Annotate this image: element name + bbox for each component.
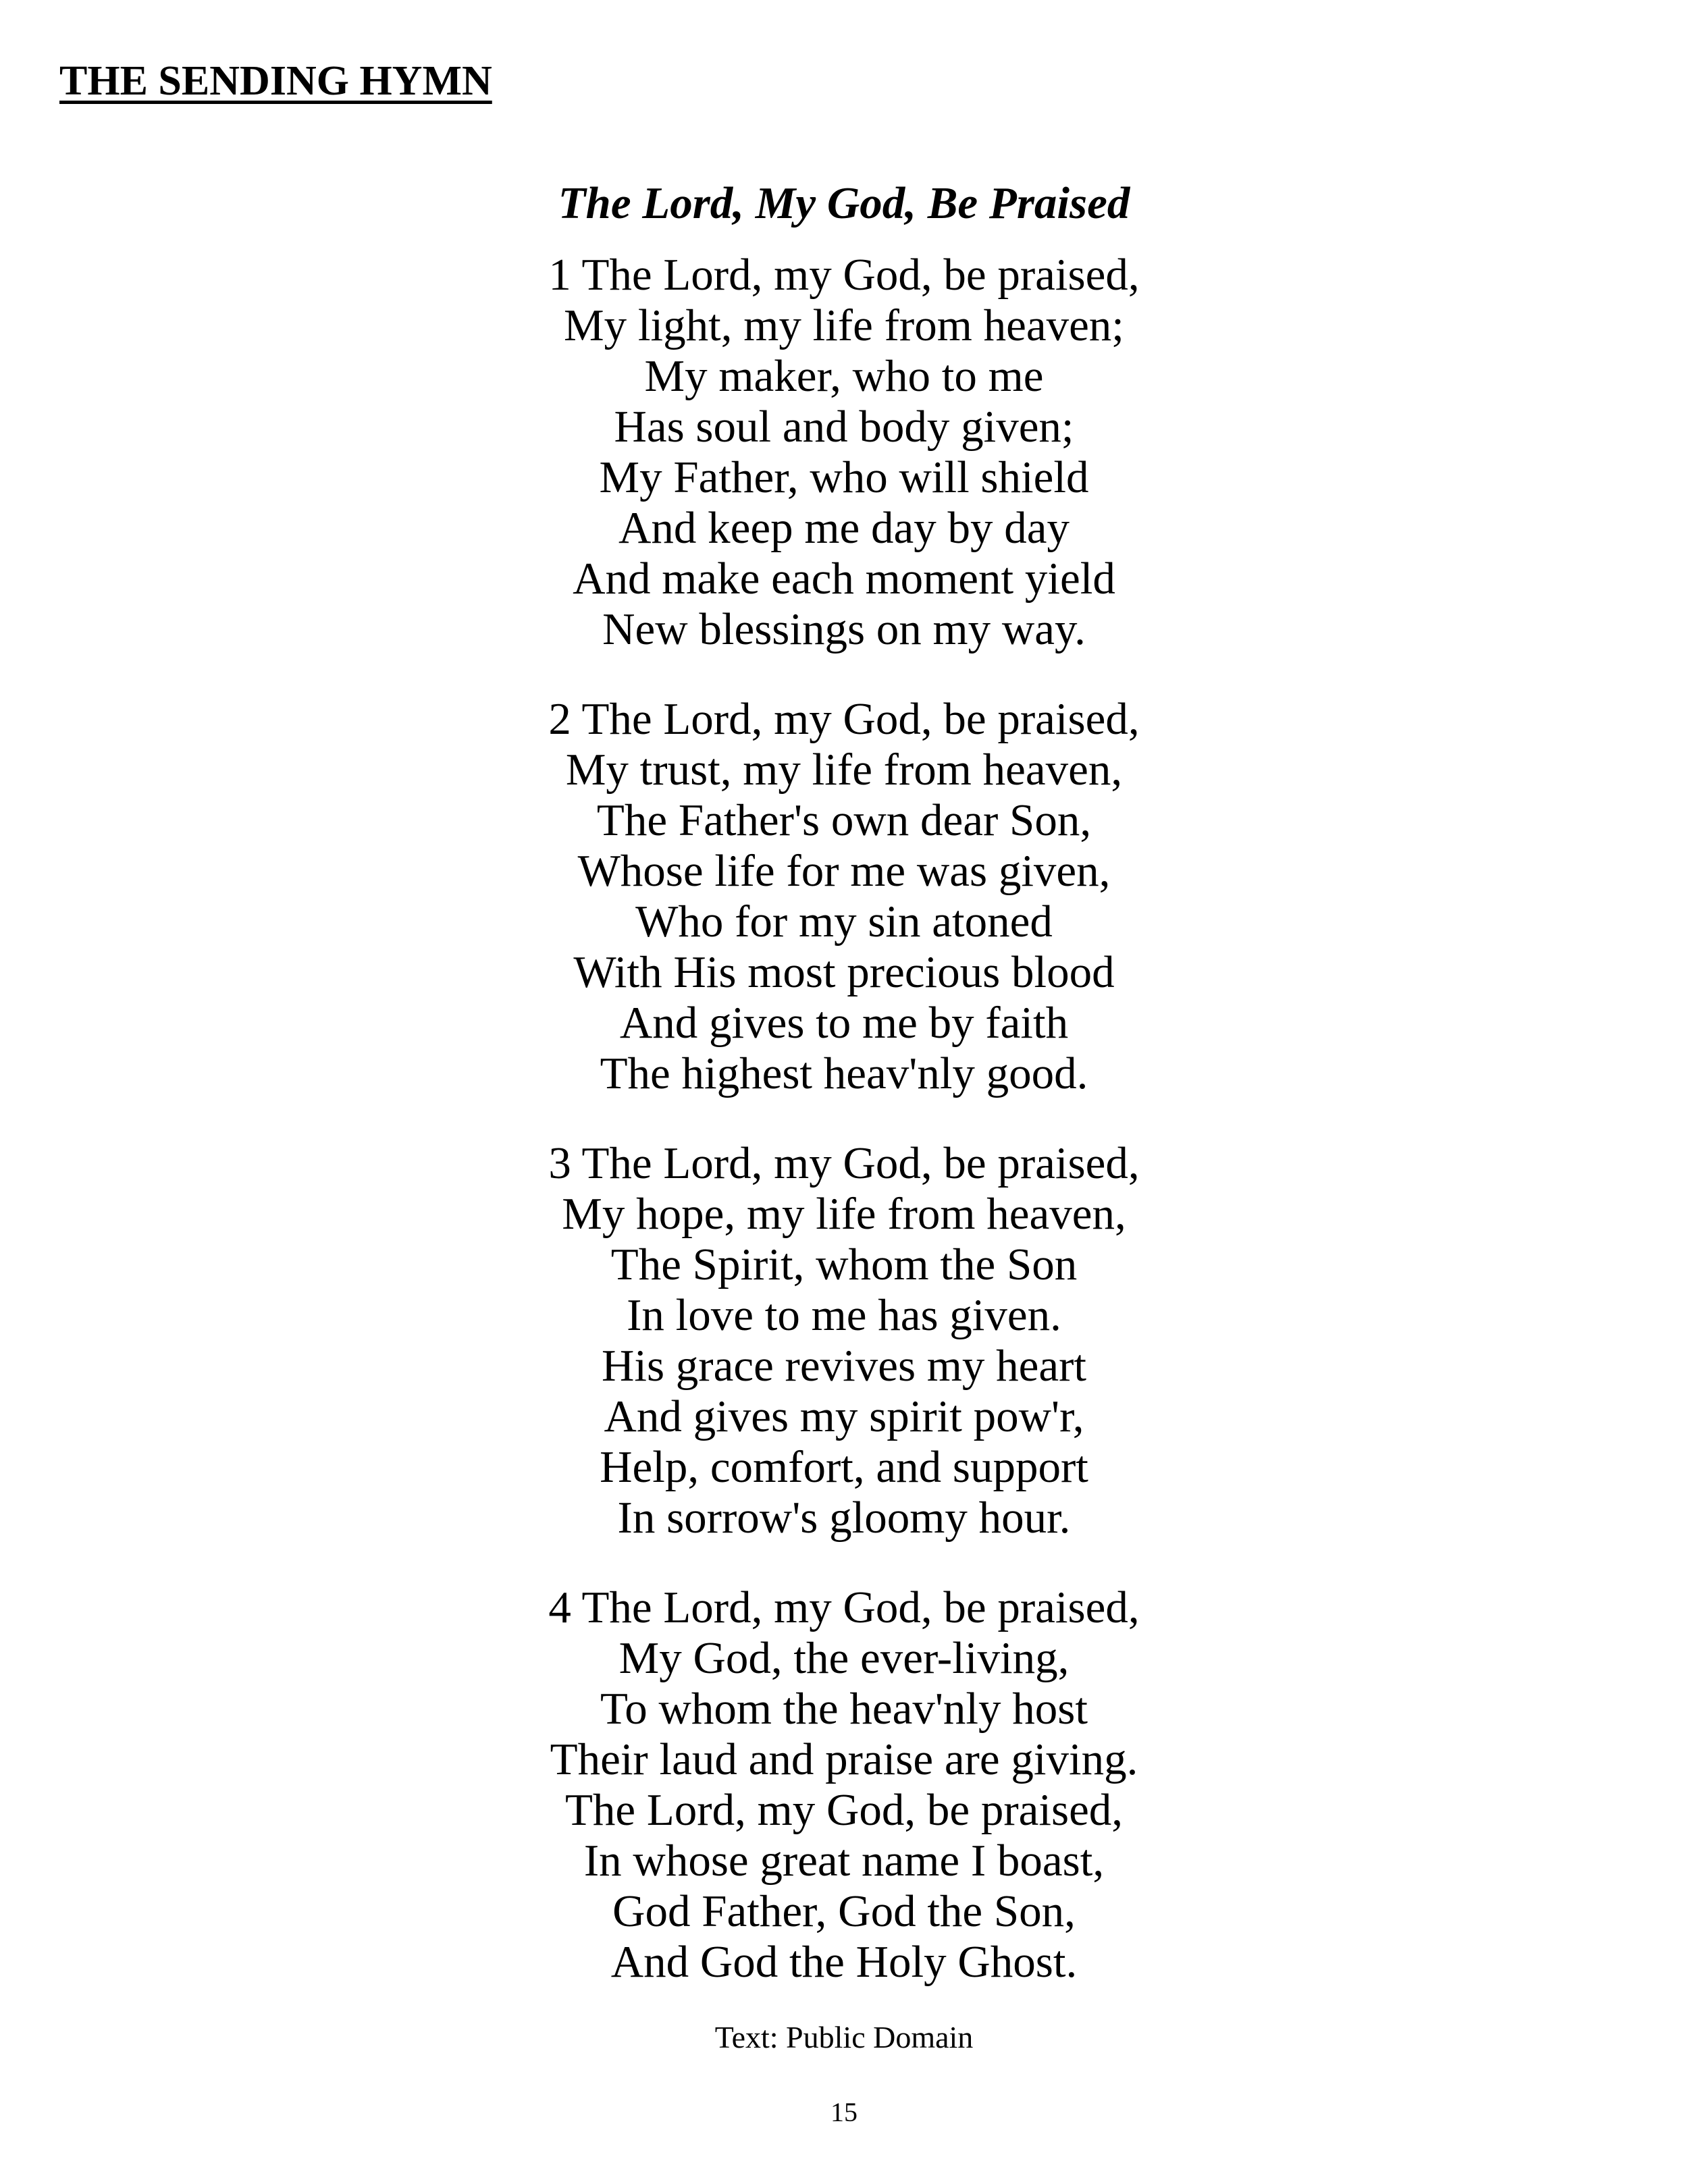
verse-line: My hope, my life from heaven, <box>562 1189 1126 1239</box>
verse-2 <box>0 694 1688 1099</box>
verse-line: To whom the heav'nly host <box>600 1684 1088 1734</box>
text-attribution: Text: Public Domain <box>714 2020 974 2054</box>
verse-line: In whose great name I boast, <box>583 1836 1105 1886</box>
verse-line: And gives to me by faith <box>619 998 1069 1048</box>
verse-line: My light, my life from heaven; <box>564 300 1124 350</box>
verse-line: Help, comfort, and support <box>600 1442 1088 1492</box>
verse-line: Has soul and body given; <box>614 402 1074 452</box>
verse-line: My trust, my life from heaven, <box>565 745 1123 795</box>
verse-line: The Spirit, whom the Son <box>610 1240 1078 1289</box>
verse-line: The Father's own dear Son, <box>596 795 1092 845</box>
verse-line: My maker, who to me <box>644 351 1044 401</box>
verse-line: 1 The Lord, my God, be praised, <box>548 250 1140 300</box>
verse-line: 4 The Lord, my God, be praised, <box>548 1582 1140 1632</box>
verse-line: And God the Holy Ghost. <box>610 1937 1078 1987</box>
verse-line: With His most precious blood <box>573 947 1115 997</box>
verse-3 <box>0 1138 1688 1543</box>
verse-line: And gives my spirit pow'r, <box>604 1391 1084 1441</box>
hymn-title: The Lord, My God, Be Praised <box>558 178 1130 228</box>
verse-line: 2 The Lord, my God, be praised, <box>548 694 1140 744</box>
verse-line: My God, the ever-living, <box>618 1633 1070 1683</box>
verse-line: And make each moment yield <box>573 554 1115 604</box>
verse-line: Whose life for me was given, <box>577 846 1111 896</box>
verse-line: Their laud and praise are giving. <box>550 1734 1138 1784</box>
verse-line: New blessings on my way. <box>602 604 1086 654</box>
verse-line: The highest heav'nly good. <box>600 1048 1088 1098</box>
verse-line: The Lord, my God, be praised, <box>564 1785 1124 1835</box>
verse-line: 3 The Lord, my God, be praised, <box>548 1138 1140 1188</box>
verse-4 <box>0 1582 1688 1988</box>
verse-line: His grace revives my heart <box>601 1341 1087 1391</box>
verse-line: Who for my sin atoned <box>635 897 1053 947</box>
verse-line: In sorrow's gloomy hour. <box>617 1493 1071 1543</box>
page-number: 15 <box>830 2097 858 2127</box>
verse-line: And keep me day by day <box>618 503 1070 553</box>
verse-line: My Father, who will shield <box>599 452 1089 502</box>
section-title: THE SENDING HYMN <box>59 58 492 104</box>
verse-1 <box>0 250 1688 655</box>
verse-line: God Father, God the Son, <box>612 1886 1076 1936</box>
verse-line: In love to me has given. <box>627 1290 1061 1340</box>
